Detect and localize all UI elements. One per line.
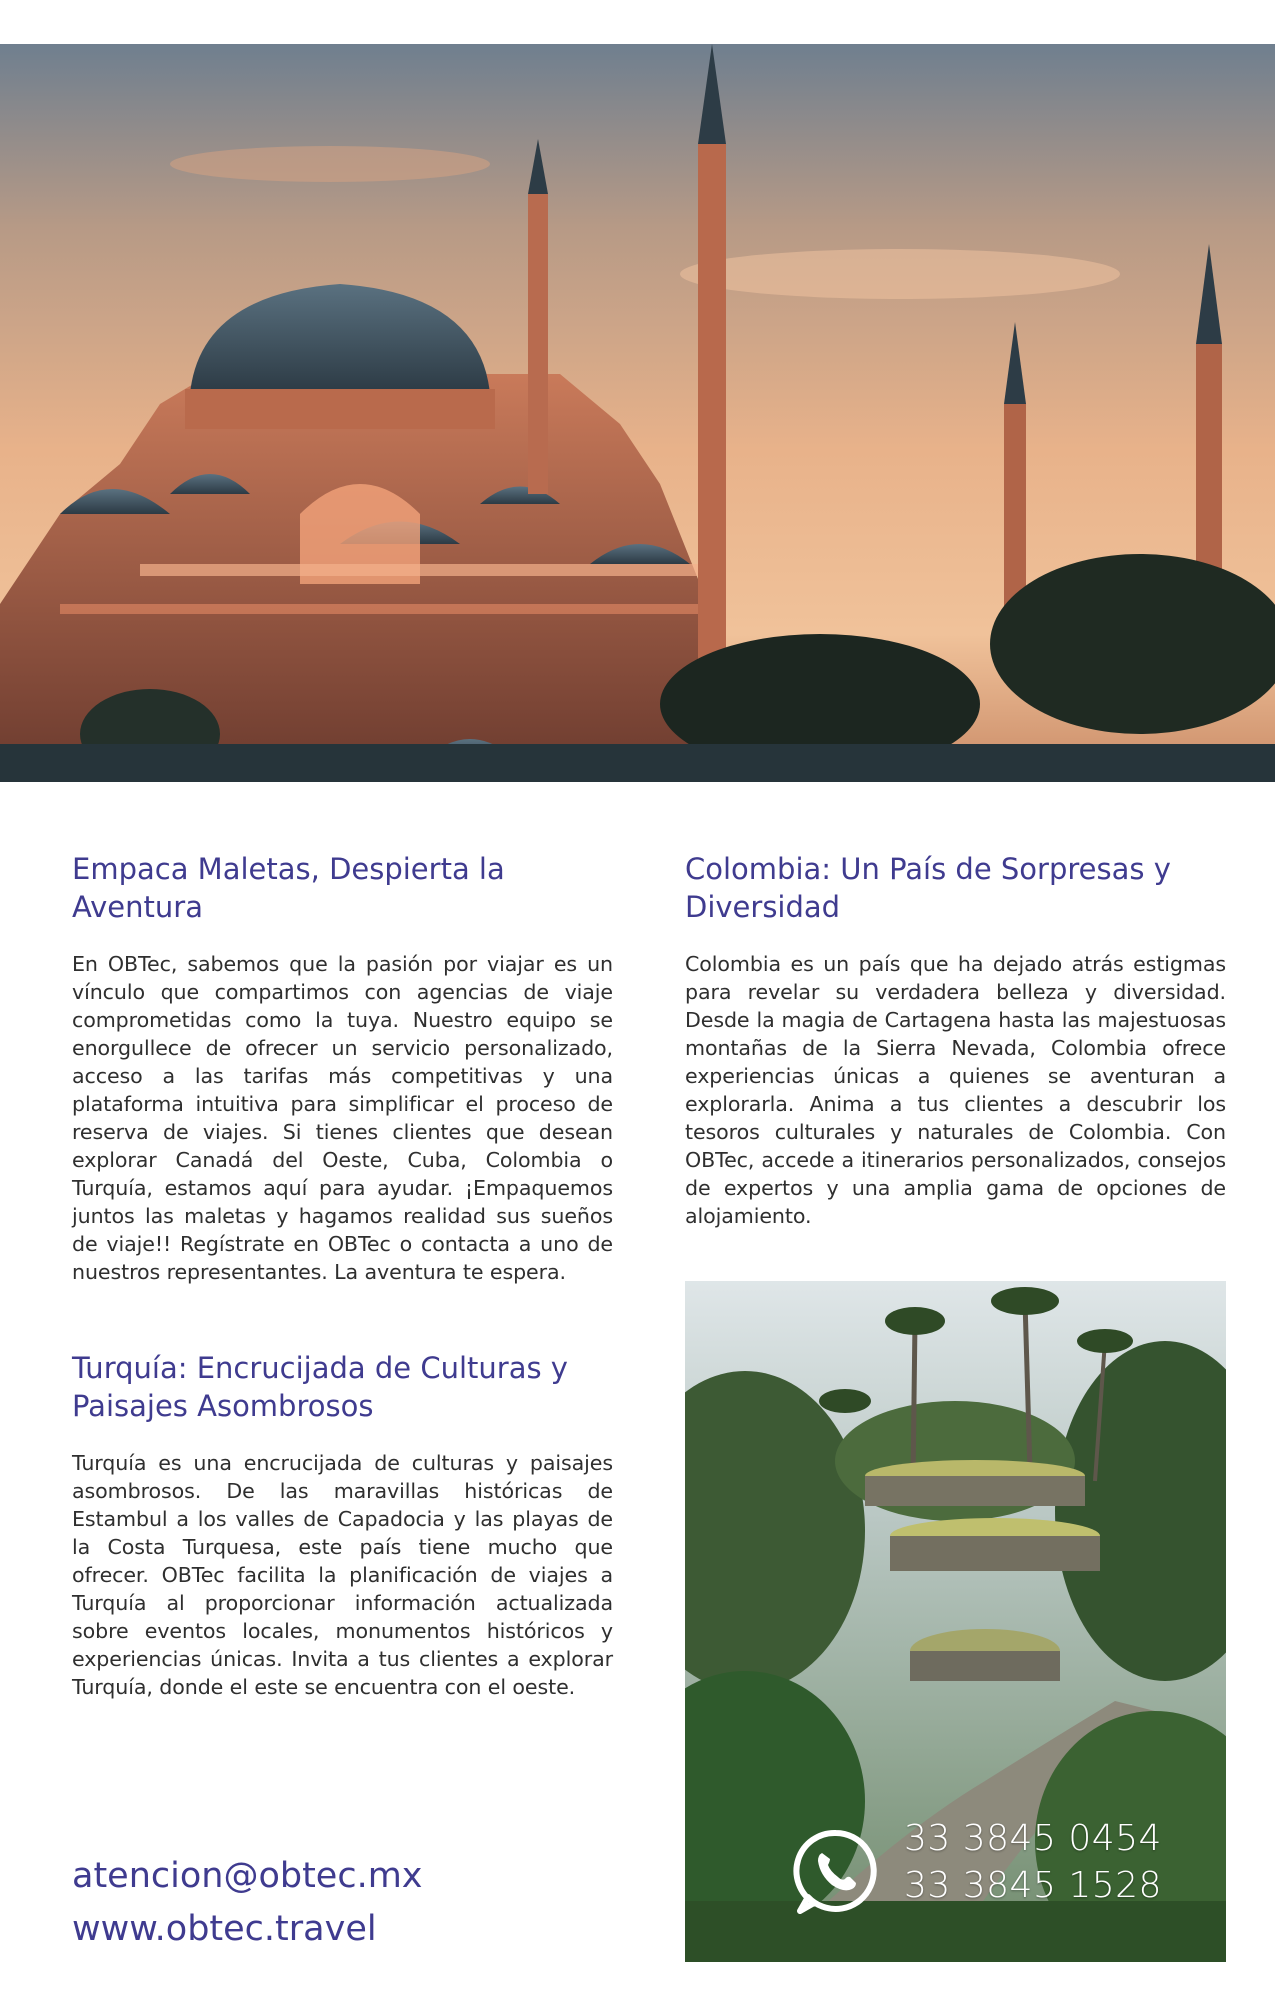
phone-number[interactable]: 33 3845 1528 [904,1865,1162,1906]
article-colombia [685,850,1226,1230]
article-title-turquia: Turquía: Encrucijada de Culturas y Paisajes Asombrosos [72,1351,568,1423]
article-empaca-maletas [72,850,613,1286]
website-link[interactable]: www.obtec.travel [72,1909,377,1949]
article-turquia [72,1349,613,1701]
contact-info [72,1850,423,1956]
email-link[interactable]: atencion@obtec.mx [72,1856,423,1896]
article-body-empaca: En OBTec, sabemos que la pasión por viajar es un vínculo que compartimos con agencias de viaje comprometidas como la tuya. Nuestro equipo se enorgullece de ofrecer un servicio personalizado, acceso a las tarifas más competitivas y una plataforma intuitiva para simplificar el proceso de reserva de viajes. Si tienes clientes que desean explorar Canadá del Oeste, Cuba, Colombia o Turquía, estamos aquí para ayudar. ¡Empaquemos juntos las maletas y hagamos realidad sus sueños de viaje!! Regístrate en OBTec o contacta a uno de nuestros representantes. La aventura te espera. [72,952,613,1284]
hero-photo-mosque [0,44,1275,782]
article-title-empaca: Empaca Maletas, Despierta la Aventura [72,852,505,924]
phone-numbers [904,1815,1162,1909]
phone-number[interactable]: 33 3845 0454 [904,1818,1162,1859]
whatsapp-icon[interactable] [790,1825,882,1917]
mosque-illustration [0,44,1275,782]
article-body-colombia: Colombia es un país que ha dejado atrás estigmas para revelar su verdadera belleza y diversidad. Desde la magia de Cartagena hasta las majestuosas montañas de la Sierra Nevada, Colombia ofrece experiencias únicas a quienes se aventuran a explorarla. Anima a tus clientes a descubrir los tesoros culturales y naturales de Colombia. Con OBTec, accede a itinerarios personalizados, consejos de expertos y una amplia gama de opciones de alojamiento. [685,952,1226,1228]
article-body-turquia: Turquía es una encrucijada de culturas y paisajes asombrosos. De las maravillas históricas de Estambul a los valles de Capadocia y las playas de la Costa Turquesa, este país tiene mucho que ofrecer. OBTec facilita la planificación de viajes a Turquía al proporcionar información actualizada sobre eventos locales, monumentos históricos y experiencias únicas. Invita a tus clientes a explorar Turquía, donde el este se encuentra con el oeste. [72,1451,613,1699]
article-title-colombia: Colombia: Un País de Sorpresas y Diversidad [685,852,1171,924]
